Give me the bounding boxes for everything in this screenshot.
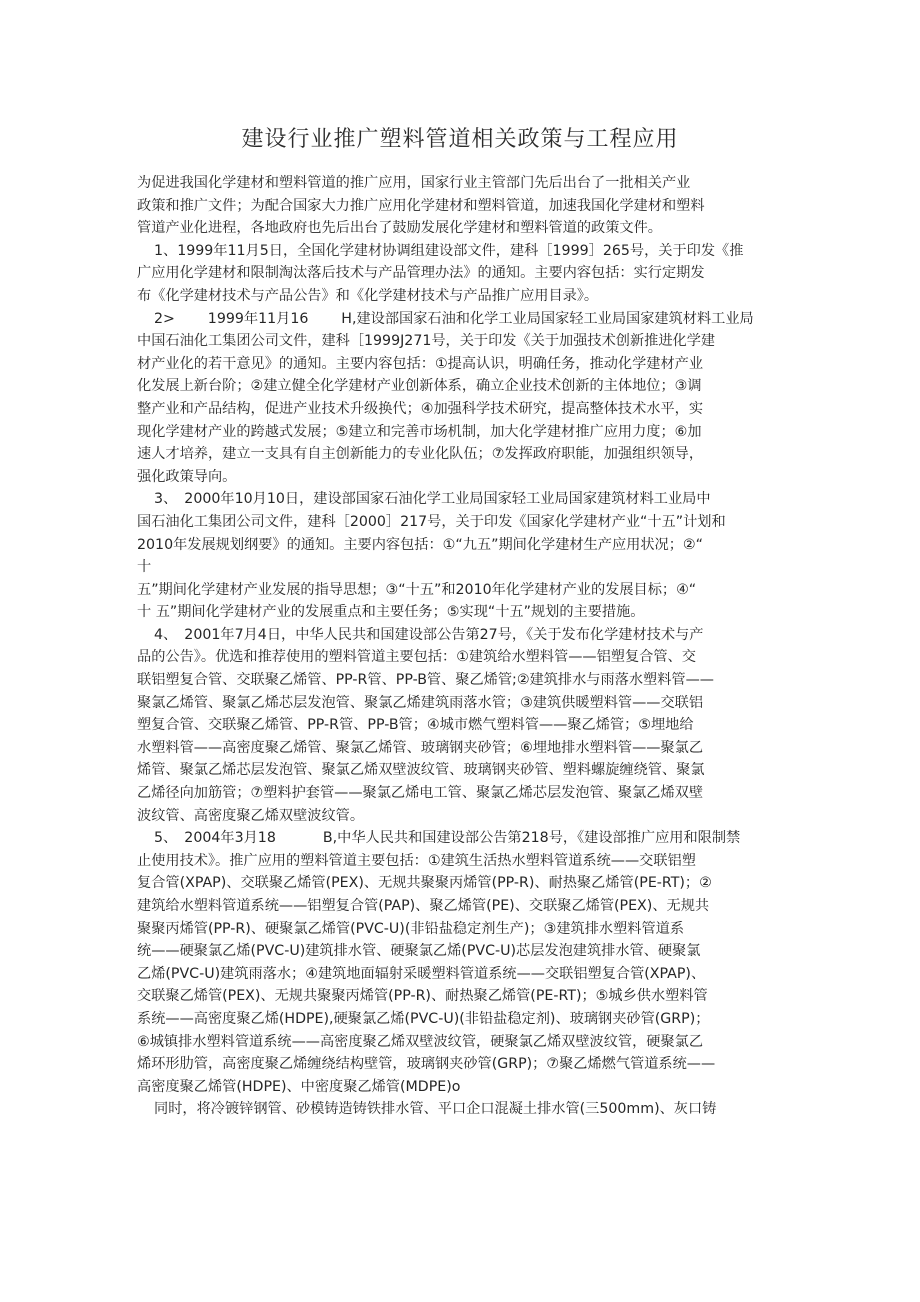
paragraph-line: 统——硬聚氯乙烯(PVC-U)建筑排水管、硬聚氯乙烯(PVC-U)芯层发泡建筑排水管、硬聚氯 [137,943,701,960]
paragraph-line: 布《化学建材技术与产品公告》和《化学建材技术与产品推广应用目录》。 [137,287,599,304]
paragraph-line: 塑复合管、交联聚乙烯管、PP-R管、PP-B管；④城市燃气塑料管——聚乙烯管；⑤埋地给 [137,717,694,734]
paragraph-line: ⑥城镇排水塑料管道系统——高密度聚乙烯双壁波纹管，硬聚氯乙烯双壁波纹管，硬聚氯乙 [137,1033,704,1050]
paragraph-line: 聚聚丙烯管(PP-R)、硬聚氯乙烯管(PVC-U)(非铅盐稳定剂生产)；③建筑排水塑料管道系 [137,920,685,937]
paragraph-first-line: 4、 2001年7月4日，中华人民共和国建设部公告第27号，《关于发布化学建材技术与产 [154,626,704,643]
paragraph-line: 广应用化学建材和限制淘汰落后技术与产品管理办法》的通知。主要内容包括：实行定期发 [137,265,705,282]
paragraph-line: 速人才培养，建立一支具有自主创新能力的专业化队伍；⑦发挥政府职能，加强组织领导， [137,446,704,463]
paragraph-line: 十 五”期间化学建材产业的发展重点和主要任务；⑤实现“十五”规划的主要措施。 [137,604,645,621]
paragraph-line: 建筑给水塑料管道系统——铝塑复合管(PAP)、聚乙烯管(PE)、交联聚乙烯管(PEX)、无规共 [137,898,710,914]
paragraph-first-line: 同时，将冷镀锌钢管、砂模铸造铸铁排水管、平口企口混凝土排水管(三500mm)、灰口铸 [154,1101,717,1118]
paragraph-line: 五”期间化学建材产业发展的指导思想；③“十五”和2010年化学建材产业的发展目标；④“ [137,581,697,598]
paragraph-line: 材产业化的若干意见》的通知。主要内容包括：①提高认识，明确任务，推动化学建材产业 [137,355,704,372]
paragraph-line: 化发展上新台阶；②建立健全化学建材产业创新体系，确立企业技术创新的主体地位；③调 [137,378,702,395]
paragraph-line: 2010年发展规划纲要》的通知。主要内容包括：①“九五”期间化学建材生产应用状况；②“ [137,536,703,553]
paragraph-line: 烯环形肋管，高密度聚乙烯缠绕结构壁管，玻璃钢夹砂管(GRP)；⑦聚乙烯燃气管道系统—— [137,1056,716,1073]
paragraph-line: 现化学建材产业的跨越式发展；⑤建立和完善市场机制，加大化学建材推广应用力度；⑥加 [137,423,702,440]
paragraph-line: 品的公告》。优选和推荐使用的塑料管道主要包括：①建筑给水塑料管——铝塑复合管、交 [137,649,696,666]
document-body [137,172,797,1121]
paragraph-line: 联铝塑复合管、交联聚乙烯管、PP-R管、PP-B管、聚乙烯管;②建筑排水与雨落水塑料管—— [137,672,714,689]
paragraph-line: 政策和推广文件；为配合国家大力推广应用化学建材和塑料管道，加速我国化学建材和塑料 [137,197,705,214]
paragraph-line: 复合管(XPAP)、交联聚乙烯管(PEX)、无规共聚聚丙烯管(PP-R)、耐热聚乙烯管(PE-RT)；② [137,875,712,892]
paragraph-line: 系统——高密度聚乙烯(HDPE),硬聚氯乙烯(PVC-U)(非铅盐稳定剂)、玻璃钢夹砂管(GRP)； [137,1010,710,1027]
paragraph-line: 聚氯乙烯管、聚氯乙烯芯层发泡管、聚氯乙烯建筑雨落水管；③建筑供暖塑料管——交联铝 [137,694,704,711]
paragraph-first-line: 2> 1999年11月16 H,建设部国家石油和化学工业局国家轻工业局国家建筑材料工业局 [154,310,754,327]
paragraph-line: 国石油化工集团公司文件，建科［2000］217号，关于印发《国家化学建材产业“十五”计划和 [137,513,726,530]
paragraph-line: 水塑料管——高密度聚乙烯管、聚氯乙烯管、玻璃钢夹砂管；⑥埋地排水塑料管——聚氯乙 [137,739,704,756]
paragraph-line: 乙烯径向加筋管；⑦塑料护套管——聚氯乙烯电工管、聚氯乙烯芯层发泡管、聚氯乙烯双壁 [137,785,704,802]
paragraph-line: 管道产业化进程，各地政府也先后出台了鼓励发展化学建材和塑料管道的政策文件。 [137,220,662,237]
paragraph-line: 强化政策导向。 [137,468,237,485]
document-title: 建设行业推广塑料管道相关政策与工程应用 [241,127,679,152]
paragraph-line: 乙烯(PVC-U)建筑雨落水；④建筑地面辐射采暖塑料管道系统——交联铝塑复合管(XPAP)、 [137,965,706,982]
paragraph-line: 波纹管、高密度聚乙烯双壁波纹管。 [137,807,365,824]
paragraph-first-line: 1、1999年11月5日，全国化学建材协调组建设部文件，建科［1999］265号，关于印发《推 [154,242,744,259]
paragraph-first-line: 5、 2004年3月18 B,中华人民共和国建设部公告第218号，《建设部推广应用和限制禁 [154,830,741,847]
paragraph-line: 高密度聚乙烯管(HDPE)、中密度聚乙烯管(MDPE)o [137,1078,461,1095]
paragraph-line: 中国石油化工集团公司文件，建科［1999J271号，关于印发《关于加强技术创新推进化学建 [137,333,716,350]
paragraph-line: 交联聚乙烯管(PEX)、无规共聚聚丙烯管(PP-R)、耐热聚乙烯管(PE-RT)；⑤城乡供水塑料管 [137,988,708,1005]
paragraph-line: 整产业和产品结构，促进产业技术升级换代；④加强科学技术研究，提高整体技术水平，实 [137,400,704,417]
paragraph-line: 十 [137,559,152,576]
paragraph-line: 烯管、聚氯乙烯芯层发泡管、聚氯乙烯双壁波纹管、玻璃钢夹砂管、塑料螺旋缠绕管、聚氯 [137,762,705,779]
paragraph-line: 止使用技术》。推广应用的塑料管道主要包括：①建筑生活热水塑料管道系统——交联铝塑 [137,852,696,869]
paragraph-first-line: 3、 2000年10月10日，建设部国家石油化学工业局国家轻工业局国家建筑材料工业局中 [154,491,711,508]
paragraph-line: 为促进我国化学建材和塑料管道的推广应用，国家行业主管部门先后出台了一批相关产业 [137,175,691,191]
